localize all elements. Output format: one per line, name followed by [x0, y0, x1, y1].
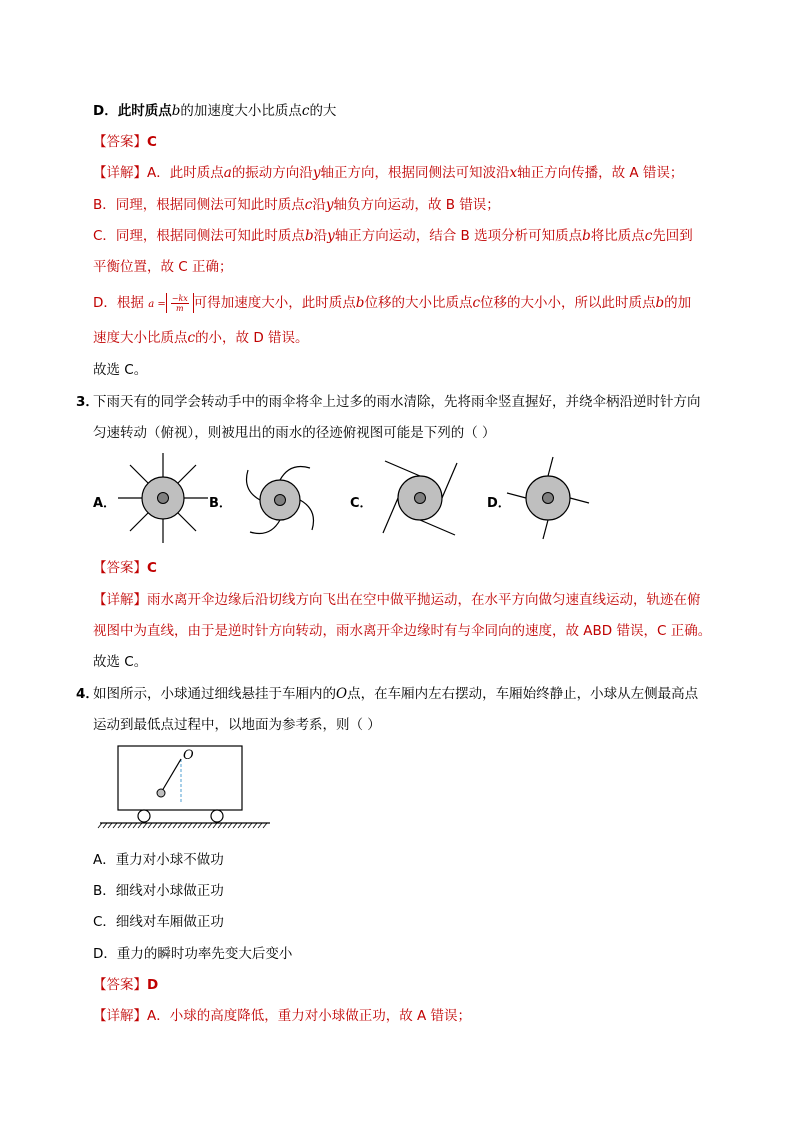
hatch-mark [143, 823, 147, 828]
q2-option-d: D．此时质点b的加速度大小比质点c的大 [93, 103, 337, 119]
q2-detail-d-line1: D．根据 a = $\frac{-kx}{m}$ 可得加速度大小，此时质点b位移的大小比质点c位移的大小小，所以此时质点b的加 [93, 293, 692, 313]
hatch-mark [208, 823, 212, 828]
q3-stem-line1: 下雨天有的同学会转动手中的雨伞将伞上过多的雨水清除，先将雨伞竖直握好，并绕伞柄沿逆时针方向 [93, 394, 701, 410]
hatch-mark [178, 823, 182, 828]
hatch-mark [108, 823, 112, 828]
hatch-mark [123, 823, 127, 828]
hatch-mark [243, 823, 247, 828]
hatch-mark [223, 823, 227, 828]
hatch-mark [158, 823, 162, 828]
hatch-mark [263, 823, 267, 828]
q2-detail-c-line2: 平衡位置，故 C 正确； [93, 259, 233, 275]
hatch-mark [163, 823, 167, 828]
hatch-mark [253, 823, 257, 828]
q3-answer: 【答案】C [93, 560, 157, 576]
hatch-mark [248, 823, 252, 828]
q3-stem-line2: 匀速转动（俯视），则被甩出的雨水的径迹俯视图可能是下列的（ ） [93, 425, 496, 441]
q3-option-a-label: A． [93, 496, 117, 511]
hatch-mark [213, 823, 217, 828]
hatch-mark [103, 823, 107, 828]
carriage-box [118, 746, 242, 810]
hatch-mark [153, 823, 157, 828]
var-b: b [171, 103, 181, 119]
q2-detail-a: 【详解】A．此时质点a的振动方向沿y轴正方向，根据同侧法可知波沿x轴正方向传播，故 A 错误； [93, 165, 684, 181]
hatch-mark [218, 823, 222, 828]
q2-detail-c-line1: C．同理，根据同侧法可知此时质点b沿y轴正方向运动，结合 B 选项分析可知质点b将比质点c先回到 [93, 228, 693, 244]
point-o-label: O [183, 748, 194, 763]
q2-answer: 【答案】C [93, 134, 157, 150]
var-c: c [301, 103, 310, 119]
ground-hatch [98, 823, 267, 828]
q4-stem-line1: 如图所示，小球通过细线悬挂于车厢内的O点，在车厢内左右摆动，车厢始终静止，小球从左侧最高点 [93, 686, 699, 702]
q4-option-c: C．细线对车厢做正功 [93, 914, 224, 930]
formula-lhs: a = [148, 299, 166, 310]
hatch-mark [133, 823, 137, 828]
hatch-mark [238, 823, 242, 828]
q2-choose: 故选 C。 [93, 362, 148, 378]
q2-detail-b: B．同理，根据同侧法可知此时质点c沿y轴负方向运动，故 B 错误； [93, 197, 500, 213]
q4-number: 4． [76, 686, 99, 702]
hatch-mark [233, 823, 237, 828]
hatch-mark [183, 823, 187, 828]
q4-detail-a: 【详解】A．小球的高度降低，重力对小球做正功，故 A 错误； [93, 1008, 472, 1024]
pendulum-ball [157, 789, 165, 797]
q4-option-b: B．细线对小球做正功 [93, 883, 224, 899]
hatch-mark [228, 823, 232, 828]
hatch-mark [258, 823, 262, 828]
q3-option-d-label: D． [487, 496, 511, 511]
q3-number: 3． [76, 394, 99, 410]
hatch-mark [128, 823, 132, 828]
q3-detail-line1: 【详解】雨水离开伞边缘后沿切线方向飞出在空中做平抛运动，在水平方向做匀速直线运动，轨迹在俯 [93, 592, 701, 608]
hatch-mark [193, 823, 197, 828]
q3-choose: 故选 C。 [93, 654, 148, 670]
q3-option-c-label: C． [350, 496, 373, 511]
q4-stem-line2: 运动到最低点过程中，以地面为参考系，则（ ） [93, 717, 381, 733]
hatch-mark [198, 823, 202, 828]
hatch-mark [173, 823, 177, 828]
hatch-mark [203, 823, 207, 828]
hatch-mark [168, 823, 172, 828]
umbrella-figure-d [503, 453, 593, 543]
formula-fraction: $\frac{-kx}{m}$ [171, 293, 188, 313]
hatch-mark [113, 823, 117, 828]
wheel-right [211, 810, 223, 822]
umbrella-figure-a [118, 453, 208, 543]
hatch-mark [98, 823, 102, 828]
hatch-mark [118, 823, 122, 828]
q4-option-d: D．重力的瞬时功率先变大后变小 [93, 946, 293, 962]
q4-option-a: A．重力对小球不做功 [93, 852, 224, 868]
q2-detail-d-line2: 速度大小比质点c的小，故 D 错误。 [93, 330, 309, 346]
hatch-mark [188, 823, 192, 828]
q4-answer: 【答案】D [93, 977, 159, 993]
hatch-mark [138, 823, 142, 828]
q3-option-b-label: B． [209, 496, 232, 511]
wheel-left [138, 810, 150, 822]
umbrella-figure-c [375, 453, 465, 543]
formula-abs [166, 293, 194, 313]
q3-detail-line2: 视图中为直线，由于是逆时针方向转动，雨水离开伞边缘时有与伞同向的速度，故 ABD 错误，C 正确。 [93, 623, 712, 639]
hatch-mark [148, 823, 152, 828]
umbrella-figure-b [240, 460, 320, 540]
